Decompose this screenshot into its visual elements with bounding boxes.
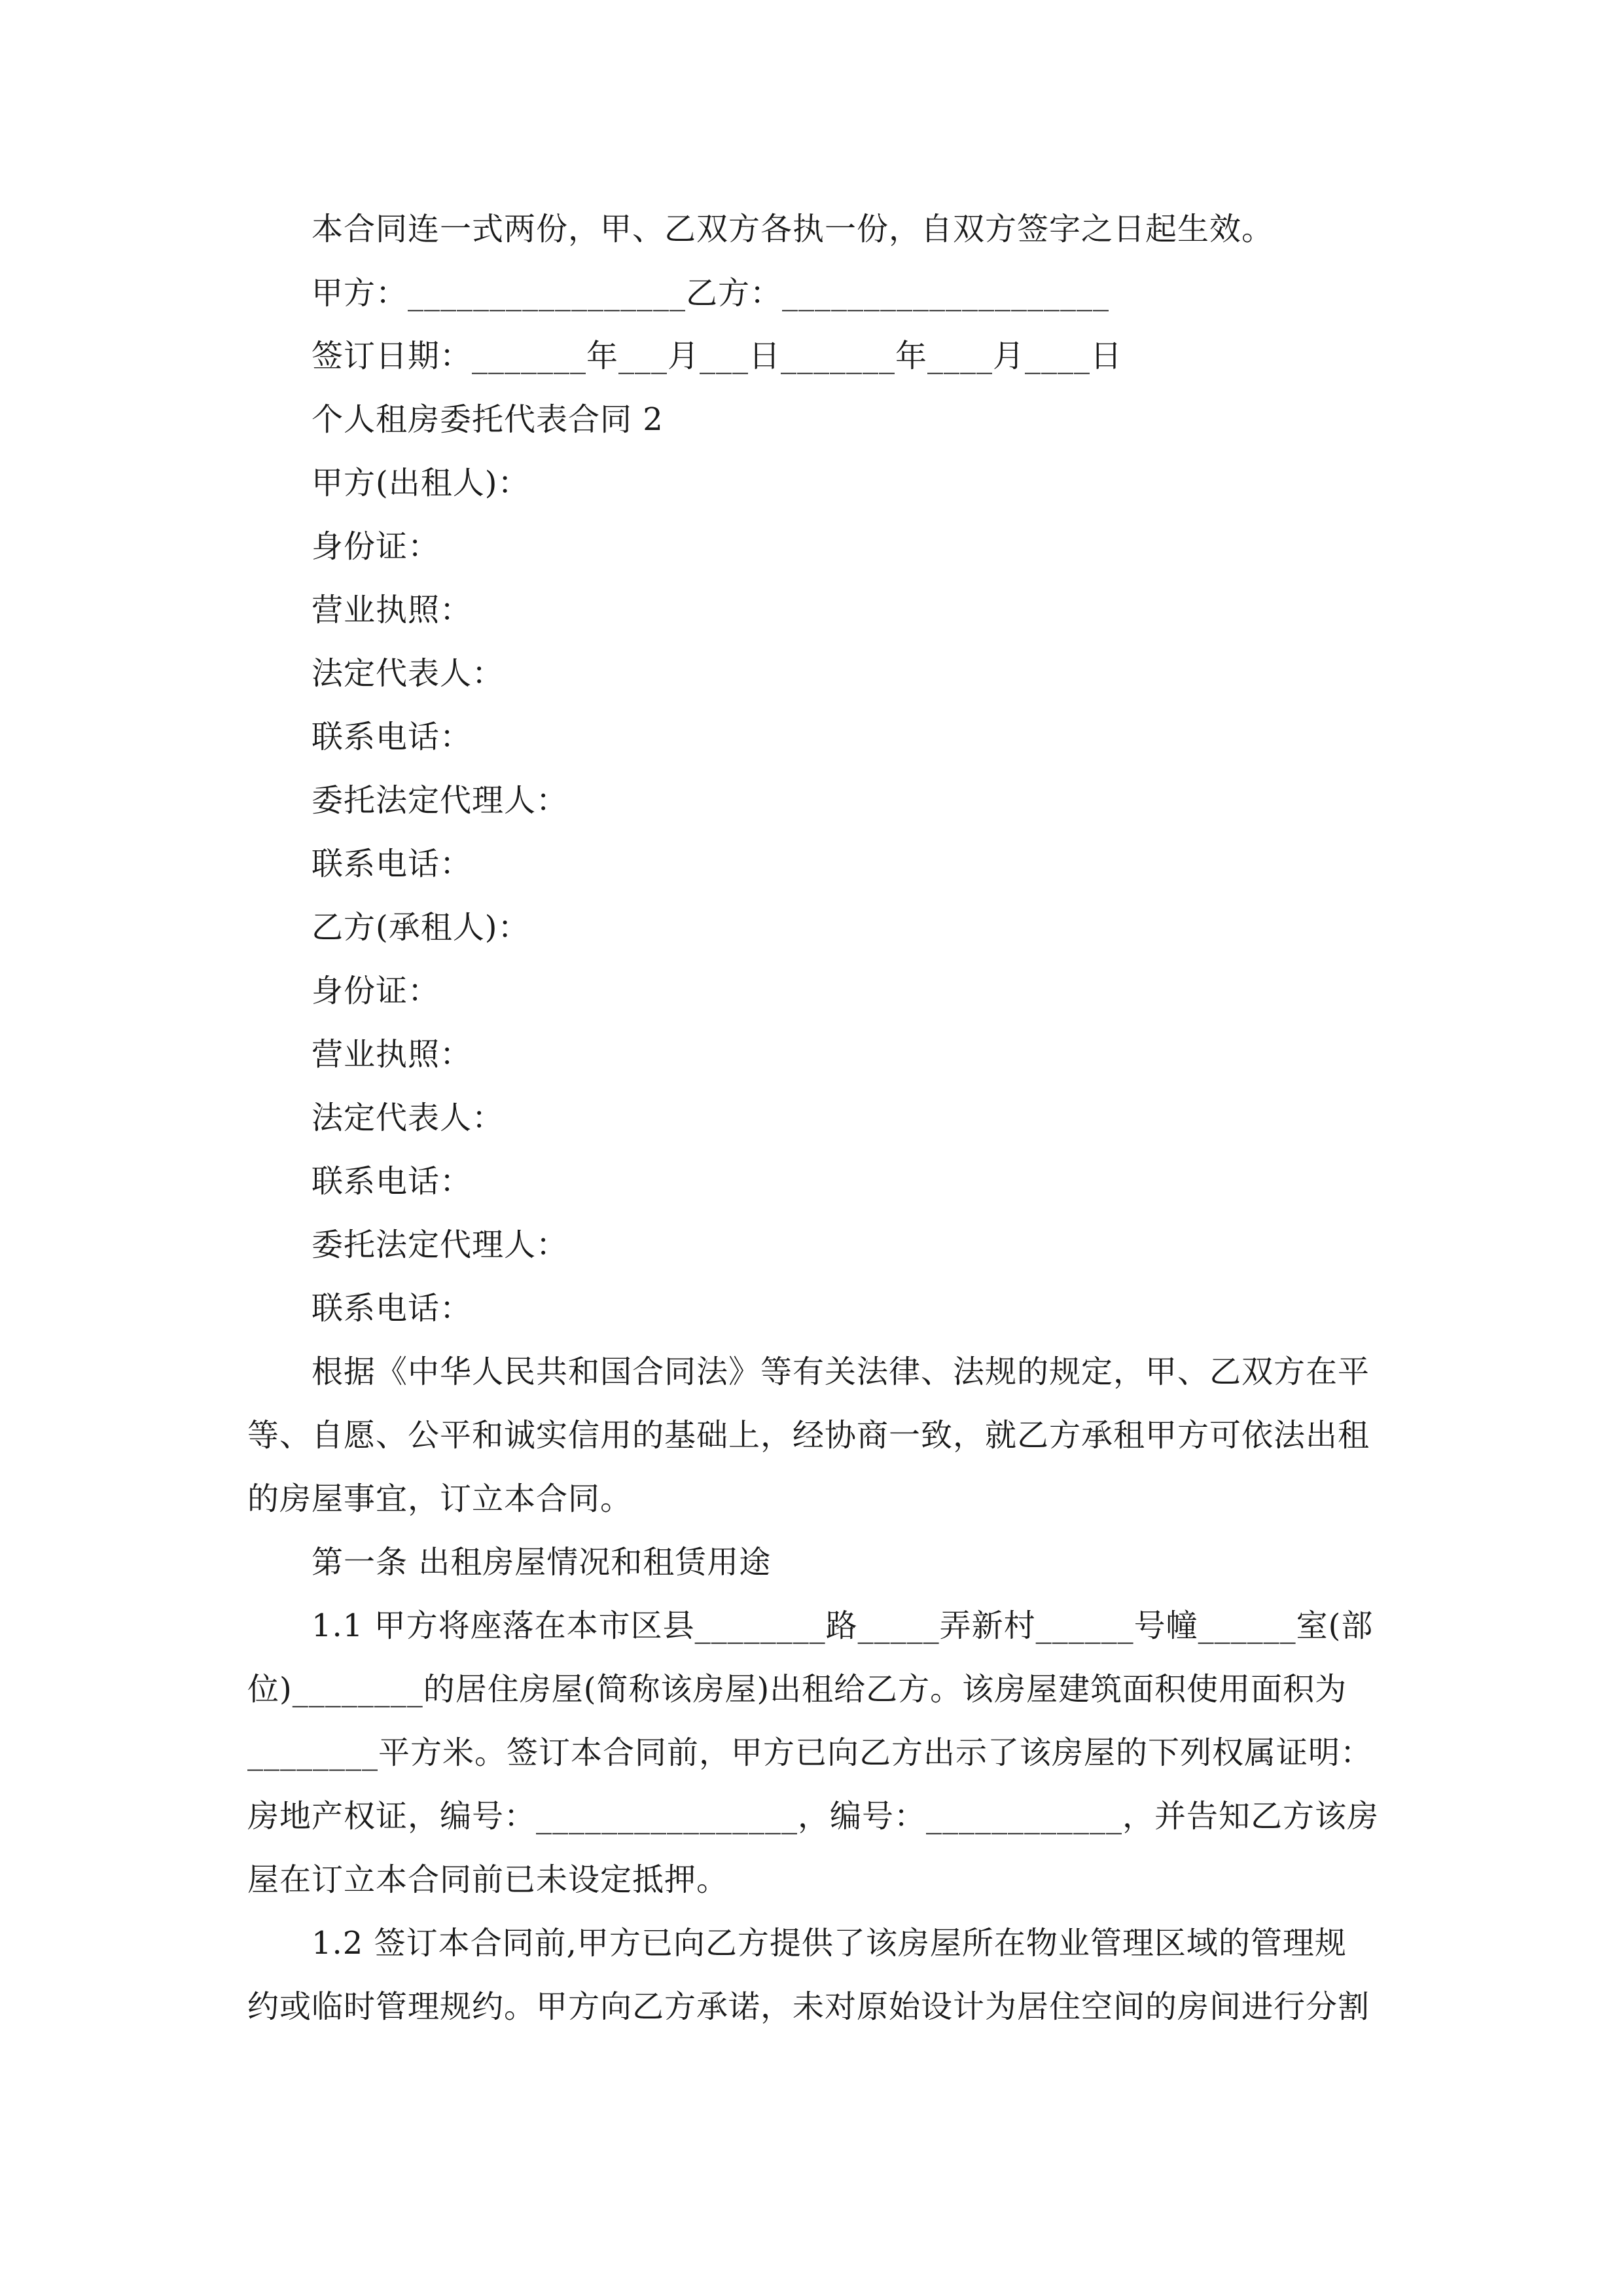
article-1-heading: 第一条 出租房屋情况和租赁用途 <box>312 1544 772 1581</box>
party-b-business-license: 营业执照： <box>312 1036 473 1073</box>
party-a-heading: 甲方(出租人)： <box>312 465 530 501</box>
preamble-paragraph-line: 的房屋事宜，订立本合同。 <box>247 1480 633 1517</box>
party-b-agent: 委托法定代理人： <box>312 1227 569 1263</box>
party-b-id-card: 身份证： <box>312 973 440 1009</box>
party-a-agent: 委托法定代理人： <box>312 782 569 819</box>
clause-1-2-line: 约或临时管理规约。甲方向乙方承诺，未对原始设计为居住空间的房间进行分割 <box>247 1988 1370 2025</box>
clause-1-1-line: 位)________的居住房屋(简称该房屋)出租给乙方。该房屋建筑面积使用面积为 <box>247 1671 1347 1708</box>
party-a-phone: 联系电话： <box>312 719 473 755</box>
party-a-legal-representative: 法定代表人： <box>312 655 505 692</box>
party-a-agent-phone: 联系电话： <box>312 846 473 882</box>
clause-1-1-line: 房地产权证，编号：________________，编号：____________，并告知乙方该房 <box>247 1798 1380 1835</box>
party-b-phone: 联系电话： <box>312 1163 473 1200</box>
party-b-heading: 乙方(承租人)： <box>312 909 530 946</box>
clause-1-1-line: 1.1 甲方将座落在本市区县________路_____弄新村______号幢______室(部 <box>312 1607 1374 1644</box>
party-a-id-card: 身份证： <box>312 528 440 565</box>
clause-1-1-line: 屋在订立本合同前已未设定抵押。 <box>247 1861 729 1898</box>
effectiveness-clause: 本合同连一式两份，甲、乙双方各执一份，自双方签字之日起生效。 <box>312 211 1274 247</box>
preamble-paragraph-line: 根据《中华人民共和国合同法》等有关法律、法规的规定，甲、乙双方在平 <box>312 1354 1370 1390</box>
party-b-agent-phone: 联系电话： <box>312 1290 473 1327</box>
preamble-paragraph-line: 等、自愿、公平和诚实信用的基础上，经协商一致，就乙方承租甲方可依法出租 <box>247 1417 1370 1454</box>
clause-1-1-line: ________平方米。签订本合同前，甲方已向乙方出示了该房屋的下列权属证明： <box>247 1734 1373 1771</box>
signing-date-line: 签订日期：_______年___月___日_______年____月____日 <box>312 338 1123 374</box>
contract-title: 个人租房委托代表合同 2 <box>312 401 664 438</box>
party-a-business-license: 营业执照： <box>312 592 473 628</box>
party-signature-line: 甲方：_________________乙方：____________________ <box>312 275 1110 312</box>
party-b-legal-representative: 法定代表人： <box>312 1100 505 1136</box>
clause-1-2-line: 1.2 签订本合同前,甲方已向乙方提供了该房屋所在物业管理区域的管理规 <box>312 1925 1347 1962</box>
